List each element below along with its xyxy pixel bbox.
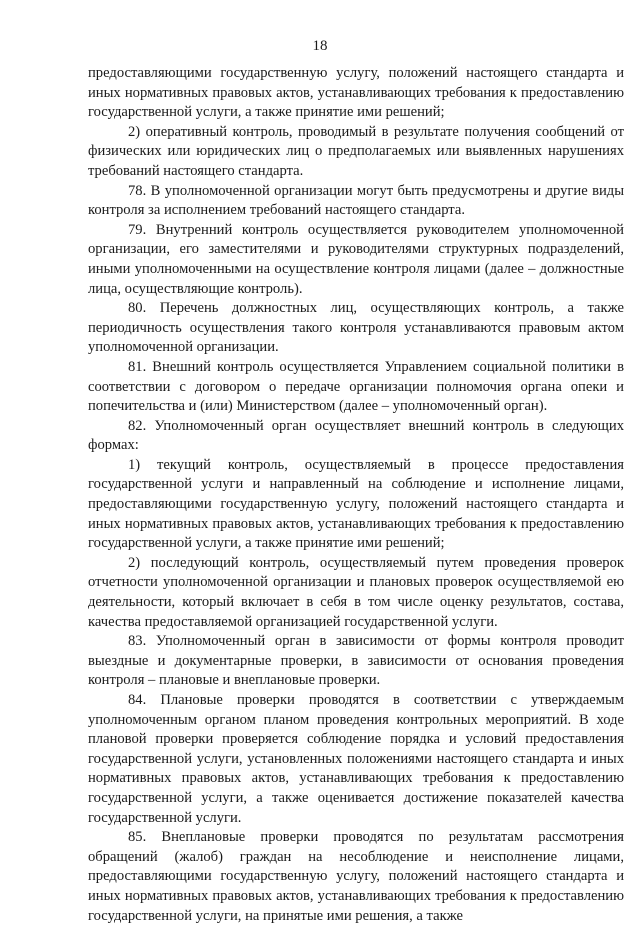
paragraph-81: 81. Внешний контроль осуществляется Управлением социальной политики в соответствии с договором о передаче организации полномочия органа опеки и попечительства и (или) Министерством (далее – уполномоченный орган). [88,358,624,415]
page-number: 18 [312,38,328,54]
paragraph-78: 78. В уполномоченной организации могут быть предусмотрены и другие виды контроля за исполнением требований настоящего стандарта. [88,182,624,219]
paragraph-84: 84. Плановые проверки проводятся в соответствии с утверждаемым уполномоченным органом планом проведения контрольных мероприятий. В ходе плановой проверки проверяется соблюдение порядка и условий предоставления государственной услуги, установленных положениями настоящего стандарта и иных нормативных правовых актов, устанавливающих требования к предоставлению государственной услуги, а также оценивается достижение показателей качества государственной услуги. [88,692,624,826]
paragraph-82-item-2: 2) последующий контроль, осуществляемый путем проведения проверок отчетности уполномоченной организации и плановых проверок осуществляемой ею деятельности, который включает в себя в том числе оценку результатов, состава, качества предоставляемой организацией государственной услуги. [88,554,624,630]
paragraph-continuation: предоставляющими государственную услугу, положений настоящего стандарта и иных нормативных правовых актов, устанавливающих требования к предоставлению государственной услуги, а также принятие ими решений; [88,65,624,121]
paragraph-80: 80. Перечень должностных лиц, осуществляющих контроль, а также периодичность осуществления такого контроля устанавливаются правовым актом уполномоченной организации. [88,300,624,356]
paragraph-79: 79. Внутренний контроль осуществляется руководителем уполномоченной организации, его заместителями и руководителями структурных подразделений, иными уполномоченными на осуществление контроля лицами (далее – должностные лица, осуществляющие контроль). [88,221,624,297]
paragraph-82: 82. Уполномоченный орган осуществляет внешний контроль в следующих формах: [88,417,624,454]
paragraph-85: 85. Внеплановые проверки проводятся по результатам рассмотрения обращений (жалоб) граждан на несоблюдение и неисполнение лицами, предоставляющими государственную услугу, положений настоящего стандарта и иных нормативных правовых актов, устанавливающих требования к предоставлению государственной услуги, на принятые ими решения, а также [88,829,624,924]
paragraph-operative-control: 2) оперативный контроль, проводимый в результате получения сообщений от физических или юридических лиц о предполагаемых или выявленных нарушениях требований настоящего стандарта. [88,123,624,179]
paragraph-82-item-1: 1) текущий контроль, осуществляемый в процессе предоставления государственной услуги и направленный на соблюдение и исполнение лицами, предоставляющими государственную услугу, положений настоящего стандарта и иных нормативных правовых актов, устанавливающих требования к предоставлению государственной услуги, а также принятие ими решений; [88,456,624,552]
paragraph-83: 83. Уполномоченный орган в зависимости от формы контроля проводит выездные и документарные проверки, в зависимости от основания проведения контроля – плановые и внеплановые проверки. [88,633,624,689]
document-body [88,64,624,926]
